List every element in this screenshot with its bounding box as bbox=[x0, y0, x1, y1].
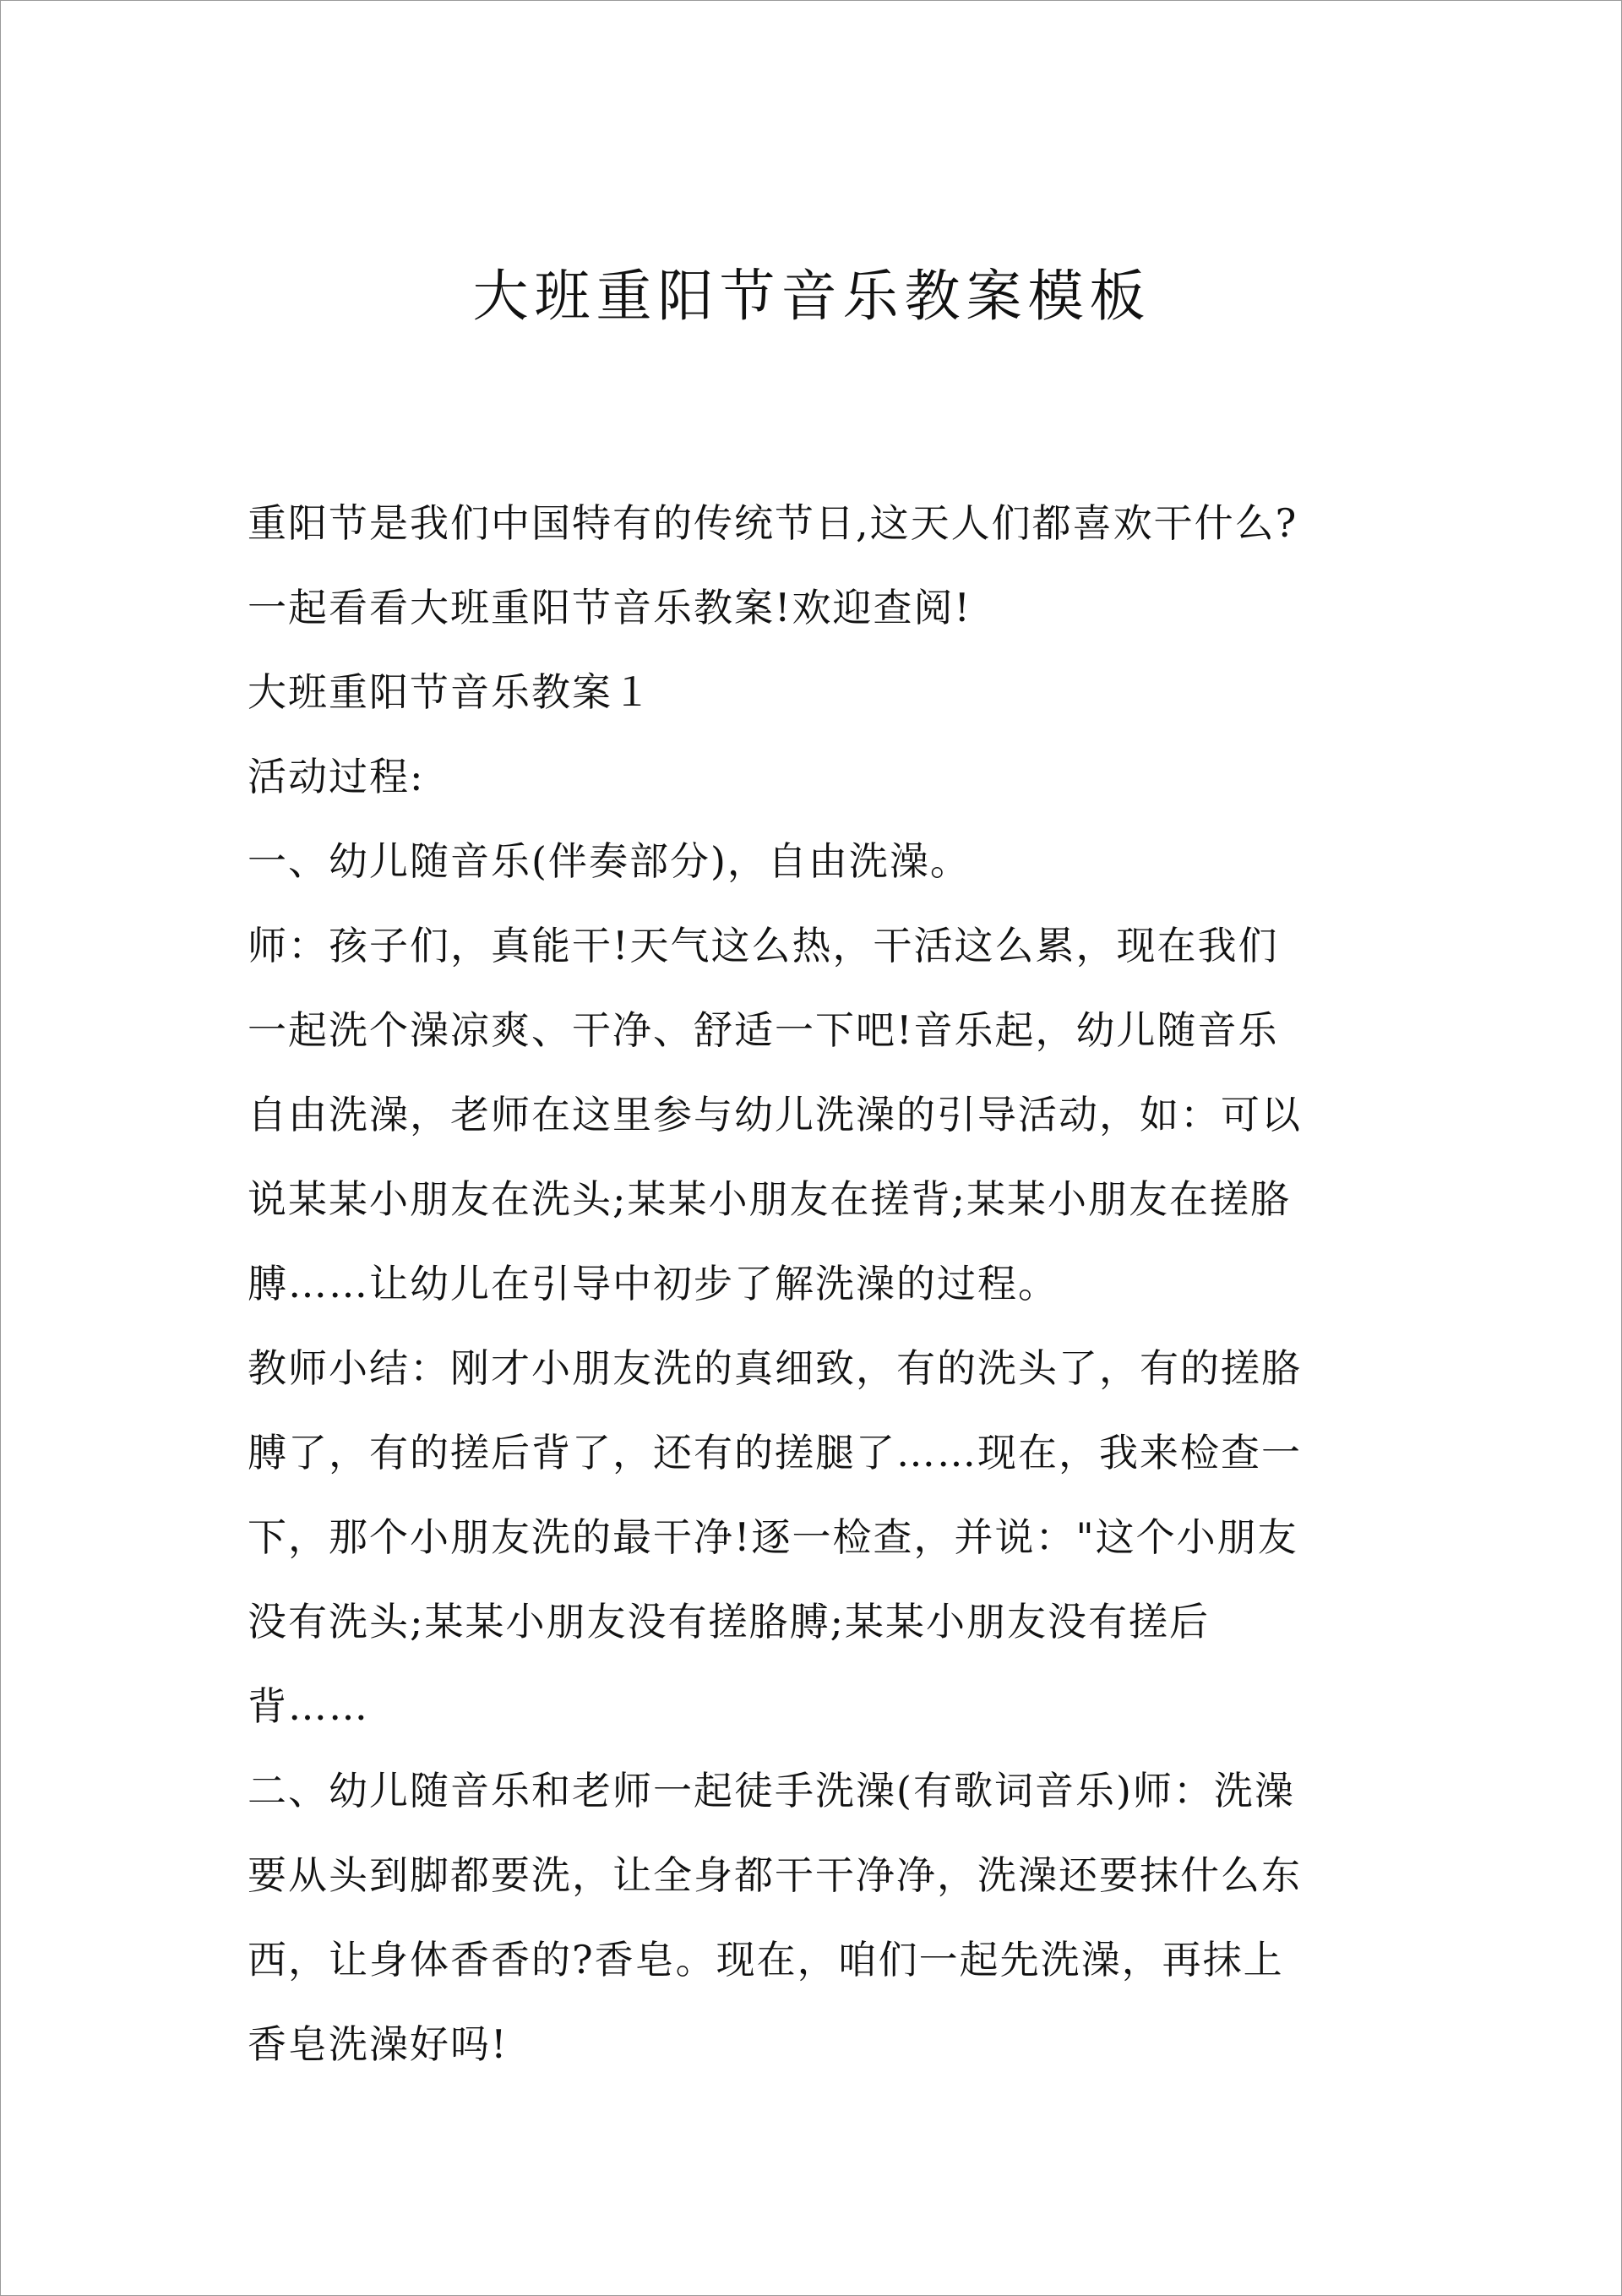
text-line: 西，让身体香香的?香皂。现在，咱们一起先洗澡，再抹上 bbox=[248, 1937, 1284, 1982]
text-line: 要从头到脚都要洗，让全身都干干净净，洗澡还要抹什么东 bbox=[248, 1852, 1302, 1898]
text-line: 膊了，有的搓后背了，还有的搓腿了……现在，我来检查一 bbox=[248, 1430, 1302, 1475]
text-line: 活动过程: bbox=[248, 754, 425, 799]
step-one-heading bbox=[248, 819, 1376, 903]
text-line: 二、幼儿随音乐和老师一起徒手洗澡(有歌词音乐)师：洗澡 bbox=[248, 1768, 1295, 1813]
step-two-paragraph bbox=[248, 1748, 1376, 2086]
section-heading bbox=[248, 650, 1376, 734]
text-line: 自由洗澡，老师在这里参与幼儿洗澡的引导活动，如：可以 bbox=[248, 1092, 1302, 1137]
text-line: 背…… bbox=[248, 1683, 369, 1729]
text-line: 下，那个小朋友洗的最干净!逐一检查，并说："这个小朋友 bbox=[248, 1514, 1298, 1560]
activity-heading bbox=[248, 734, 1376, 819]
text-line: 教师小结：刚才小朋友洗的真细致，有的洗头了，有的搓胳 bbox=[248, 1345, 1302, 1391]
text-line: 一起看看大班重阳节音乐教案!欢迎查阅! bbox=[248, 585, 972, 630]
text-line: 师：孩子们，真能干!天气这么热，干活这么累，现在我们 bbox=[248, 923, 1279, 968]
teacher-paragraph bbox=[248, 903, 1376, 1326]
text-line: 一起洗个澡凉爽、干净、舒适一下吧!音乐起，幼儿随音乐 bbox=[248, 1007, 1279, 1053]
document-body bbox=[248, 481, 1376, 2086]
text-line: 没有洗头;某某小朋友没有搓胳膊;某某小朋友没有搓后 bbox=[248, 1599, 1210, 1644]
text-line: 说某某小朋友在洗头;某某小朋友在搓背;某某小朋友在搓胳 bbox=[248, 1176, 1291, 1222]
document-title: 大班重阳节音乐教案模板 bbox=[472, 264, 1151, 329]
text-line: 膊……让幼儿在引导中初步了解洗澡的过程。 bbox=[248, 1261, 1059, 1306]
text-line: 一、幼儿随音乐(伴奏部分)，自由洗澡。 bbox=[248, 838, 971, 884]
intro-paragraph bbox=[248, 481, 1376, 650]
text-line: 香皂洗澡好吗! bbox=[248, 2021, 509, 2067]
summary-paragraph bbox=[248, 1326, 1376, 1748]
text-line: 重阳节是我们中国特有的传统节日,这天人们都喜欢干什么? bbox=[248, 500, 1298, 546]
text-line: 大班重阳节音乐教案１ bbox=[248, 669, 653, 715]
